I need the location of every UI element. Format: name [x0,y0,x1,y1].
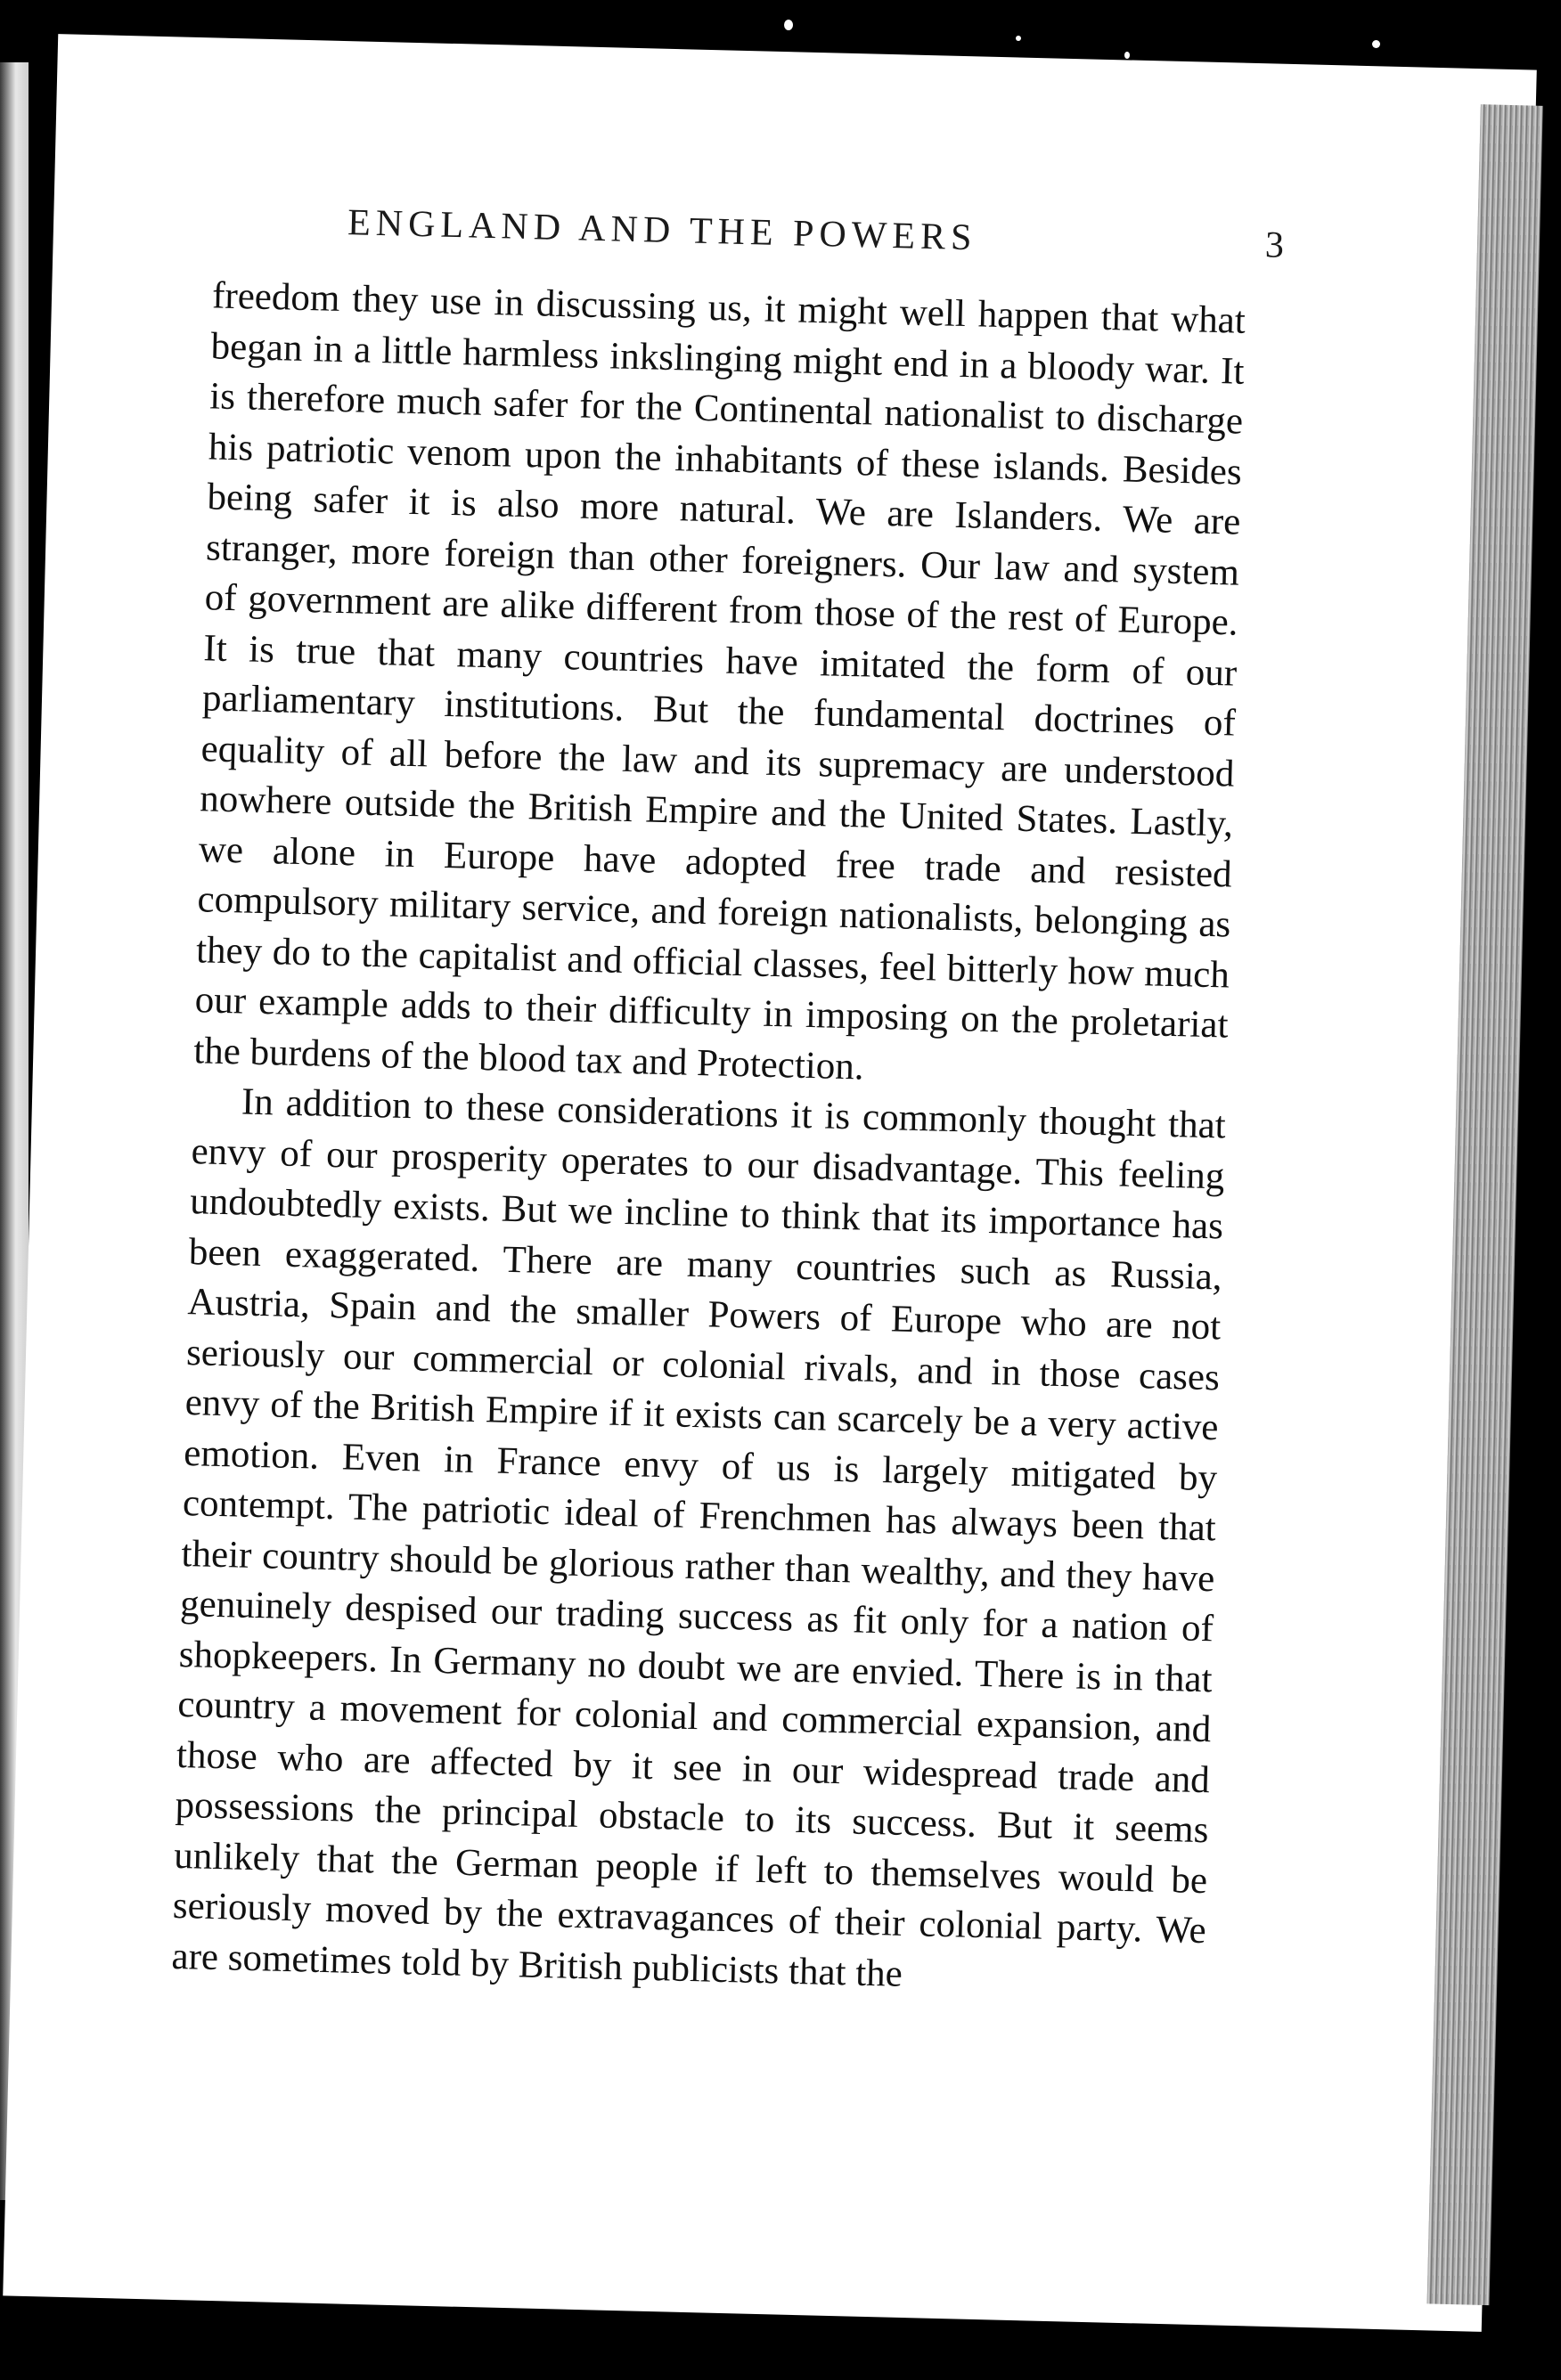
dust-speck [1209,71,1216,84]
dust-speck [1124,52,1130,59]
page-stack-edge [1426,104,1542,2305]
paragraph-2: In addition to these considerations it is commonly thought that envy of our prosperity operates to our disadvantage. This feeling undoubtedly exists. But we incline to think that its importance has been exaggerated. There are many countries such as Russia, Austria, Spain and the smaller Powers of Europe who are not seriously our commercial or colonial rivals, and in those cases envy of the British Empire if it exists can scarcely be a very active emotion. Even in France envy of us is largely mitigated by contempt. The patriotic ideal of Frenchmen has always been that their country should be glorious rather than wealthy, and they have genuinely despised our trading success as fit only for a nation of shopkeepers. In Germany no doubt we are envied. There is in that country a movement for colonial and commercial expansion, and those who are affected by it see in our widespread trade and possessions the principal obstacle to its success. But it seems unlikely that the German people if left to themselves would be seriously moved by the extravagances of their colonial party. We are sometimes told by British publicists that the [171,1080,1227,1995]
running-head: ENGLAND AND THE POWERS [347,202,977,259]
book-page [3,34,1537,2332]
page-number: 3 [1264,224,1285,266]
dust-speck [784,20,793,30]
body-text [171,271,1246,2007]
dust-speck [1016,36,1021,41]
dust-speck [1372,40,1380,48]
paragraph-1: freedom they use in discussing us, it might well happen that what began in a little harmless inkslinging might end in a bloody war. It is therefore much safer for the Continental nationalist to discharge his patriotic venom upon the inhabitants of these islands. Besides being safer it is also more natural. We are Islanders. We are stranger, more foreign than other foreigners. Our law and system of government are alike different from those of the rest of Europe. It is true that many countries have imitated the form of our parliamentary institutions. But the fundamental doctrines of equality of all before the law and its supremacy are understood nowhere outside the British Empire and the United States. Lastly, we alone in Europe have adopted free trade and resisted compulsory military service, and foreign nationalists, belonging as they do to the capitalist and official classes, feel bitterly how much our example adds to their difficulty in imposing on the proletariat the burdens of the blood tax and Protection. [192,274,1246,1088]
